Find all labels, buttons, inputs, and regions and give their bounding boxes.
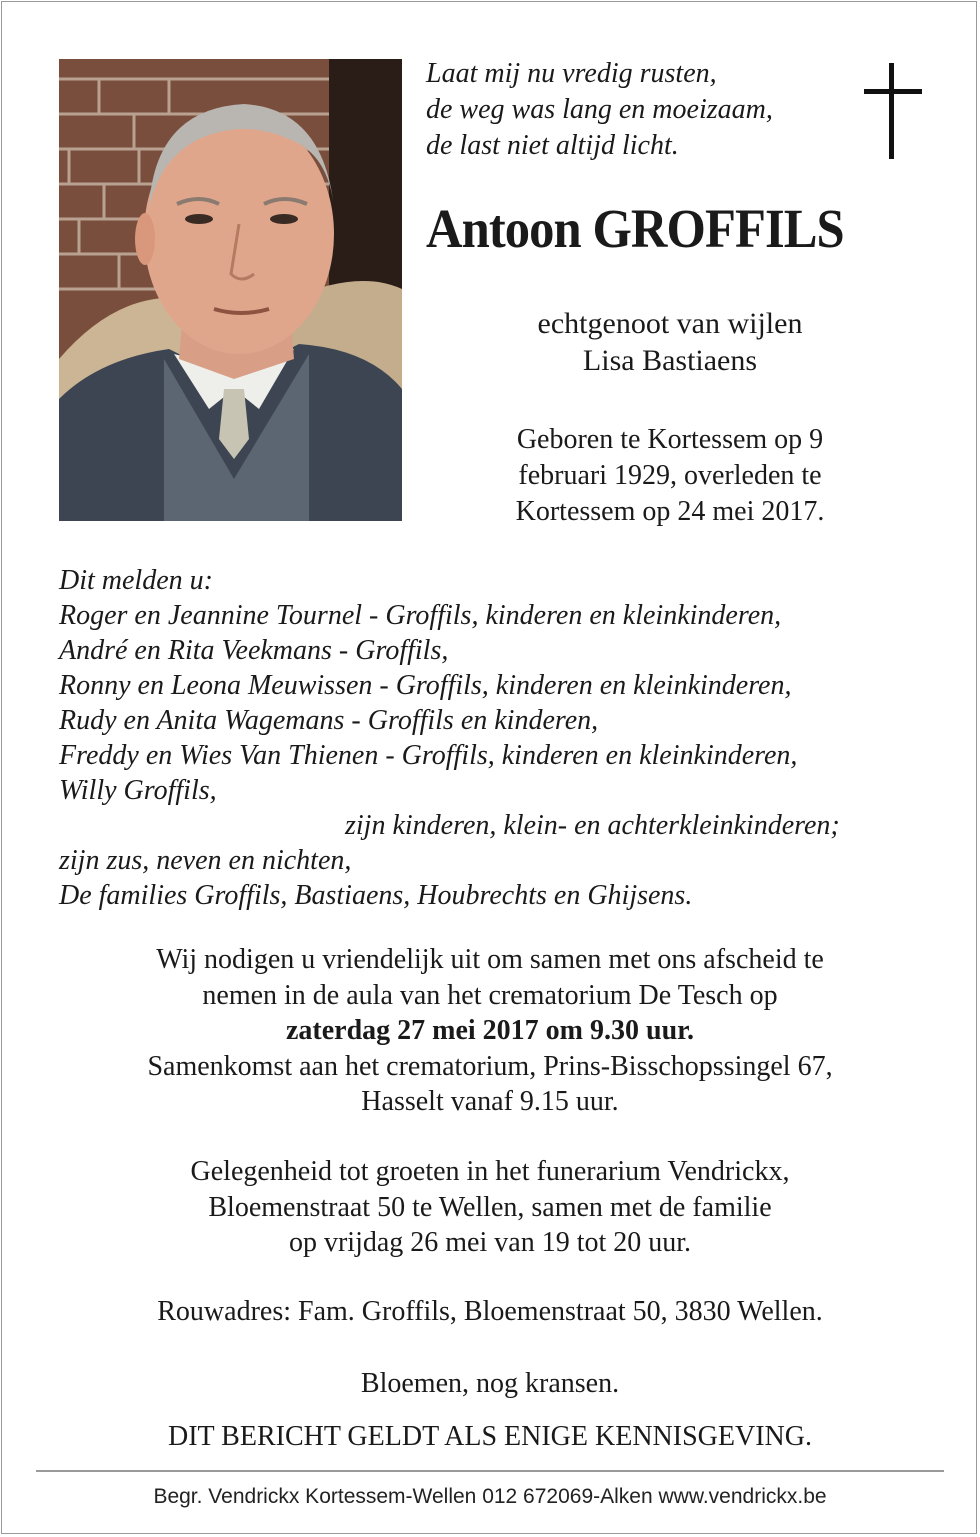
invitation-line: Samenkomst aan het crematorium, Prins-Bisschopssingel 67,	[147, 1050, 833, 1082]
poem	[426, 56, 846, 164]
flowers-note: Bloemen, nog kransen.	[360, 1368, 620, 1399]
footer-credit: Begr. Vendrickx Kortessem-Wellen 012 672069-Alken www.vendrickx.be	[153, 1485, 827, 1508]
birth-death-info	[430, 422, 910, 530]
spouse-line: echtgenoot van wijlen	[537, 307, 803, 340]
invitation-line: nemen in de aula van het crematorium De Tesch op	[202, 979, 778, 1011]
birth-line: Kortessem op 24 mei 2017.	[515, 496, 825, 527]
family-line: Rudy en Anita Wagemans - Groffils en kinderen,	[59, 705, 599, 736]
invitation-line: Hasselt vanaf 9.15 uur.	[361, 1086, 619, 1117]
family-summary: zijn kinderen, klein- en achterkleinkinderen;	[345, 810, 840, 841]
greeting-info	[40, 1154, 940, 1261]
invitation	[40, 942, 940, 1120]
family-line: Willy Groffils,	[59, 775, 217, 806]
spouse-info	[430, 305, 910, 379]
official-notice: DIT BERICHT GELDT ALS ENIGE KENNISGEVING.	[168, 1421, 812, 1452]
poem-line: de weg was lang en moeizaam,	[426, 94, 773, 125]
ceremony-date: zaterdag 27 mei 2017 om 9.30 uur.	[285, 1015, 695, 1046]
invitation-line: Wij nodigen u vriendelijk uit om samen met ons afscheid te	[156, 944, 824, 975]
family-line: Freddy en Wies Van Thienen - Groffils, kinderen en kleinkinderen,	[59, 740, 798, 771]
family-line: Ronny en Leona Meuwissen - Groffils, kinderen en kleinkinderen,	[59, 670, 792, 701]
family-line: André en Rita Veekmans - Groffils,	[59, 635, 449, 666]
deceased-name: Antoon GROFFILS	[426, 198, 844, 259]
birth-line: februari 1929, overleden te	[518, 460, 822, 491]
siblings-line: zijn zus, neven en nichten,	[59, 845, 352, 876]
greeting-line: Gelegenheid tot groeten in het funerarium Vendrickx,	[190, 1156, 790, 1187]
footer-divider	[36, 1470, 944, 1472]
cross-icon	[864, 63, 922, 159]
family-line: Roger en Jeannine Tournel - Groffils, kinderen en kleinkinderen,	[59, 600, 782, 631]
poem-line: de last niet altijd licht.	[426, 130, 679, 161]
greeting-line: Bloemenstraat 50 te Wellen, samen met de familie	[208, 1191, 772, 1223]
portrait-photo	[59, 59, 402, 521]
extended-family-line: De families Groffils, Bastiaens, Houbrechts en Ghijsens.	[59, 880, 693, 911]
spouse-name: Lisa Bastiaens	[582, 344, 758, 377]
birth-line: Geboren te Kortessem op 9	[516, 424, 824, 455]
family-announcement	[59, 563, 929, 913]
poem-line: Laat mij nu vredig rusten,	[426, 58, 717, 89]
greeting-line: op vrijdag 26 mei van 19 tot 20 uur.	[288, 1227, 692, 1258]
announcement-intro: Dit melden u:	[59, 565, 213, 596]
mourning-address: Rouwadres: Fam. Groffils, Bloemenstraat 50, 3830 Wellen.	[157, 1296, 823, 1327]
